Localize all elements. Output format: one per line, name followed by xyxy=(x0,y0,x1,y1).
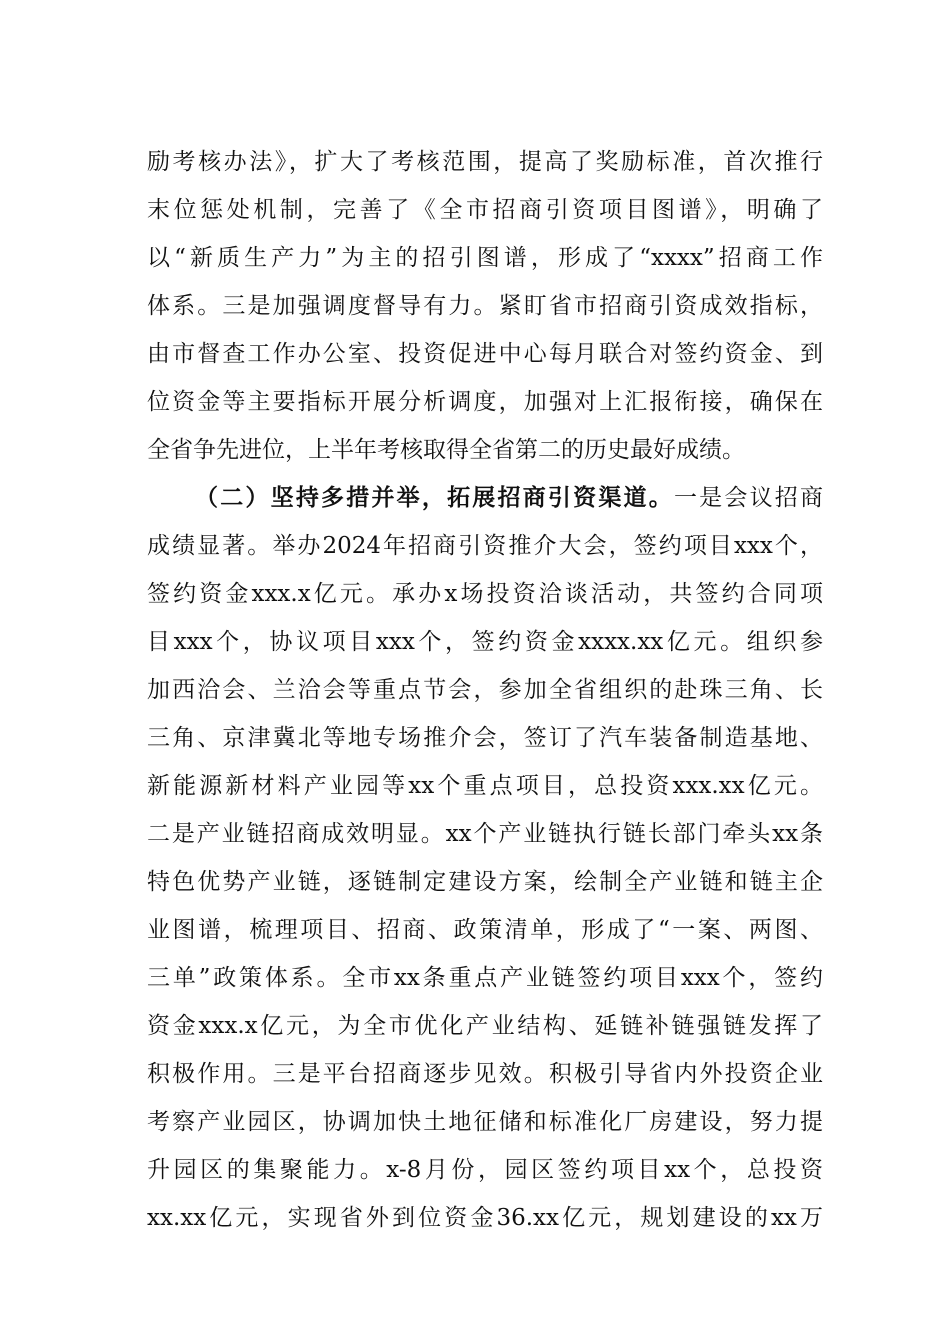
paragraph-line: xx.xx亿元，实现省外到位资金36.xx亿元，规划建设的xx万 xyxy=(147,1205,823,1231)
paragraph-line: 三角、京津冀北等地专场推介会，签订了汽车装备制造基地、 xyxy=(147,725,823,751)
paragraph-line: 全省争先进位，上半年考核取得全省第二的历史最好成绩。 xyxy=(147,437,745,463)
paragraph-line: 升园区的集聚能力。x-8月份，园区签约项目xx个，总投资 xyxy=(147,1157,823,1183)
paragraph-line: 特色优势产业链，逐链制定建设方案，绘制全产业链和链主企 xyxy=(147,869,823,895)
paragraph-line: 考察产业园区，协调加快土地征储和标准化厂房建设，努力提 xyxy=(147,1109,823,1135)
section-heading-rest: 一是会议招商 xyxy=(673,485,824,511)
paragraph-line: 资金xxx.x亿元，为全市优化产业结构、延链补链强链发挥了 xyxy=(147,1013,823,1039)
paragraph-line: 加西洽会、兰洽会等重点节会，参加全省组织的赴珠三角、长 xyxy=(147,677,823,703)
paragraph-line: 二是产业链招商成效明显。xx个产业链执行链长部门牵头xx条 xyxy=(147,821,823,847)
paragraph-line: 位资金等主要指标开展分析调度，加强对上汇报衔接，确保在 xyxy=(147,389,823,415)
section-heading: （二）坚持多措并举，拓展招商引资渠道。 xyxy=(195,484,674,511)
paragraph-line: 成绩显著。举办2024年招商引资推介大会，签约项目xxx个， xyxy=(147,533,823,559)
paragraph-line: 励考核办法》，扩大了考核范围，提高了奖励标准，首次推行 xyxy=(147,149,823,175)
paragraph-line: 目xxx个，协议项目xxx个，签约资金xxxx.xx亿元。组织参 xyxy=(147,629,823,655)
paragraph-line: 业图谱，梳理项目、招商、政策清单，形成了“一案、两图、 xyxy=(147,917,823,943)
paragraph-line: 末位惩处机制，完善了《全市招商引资项目图谱》，明确了 xyxy=(147,197,823,223)
paragraph-line: 签约资金xxx.x亿元。承办x场投资洽谈活动，共签约合同项 xyxy=(147,581,823,607)
paragraph-line: 体系。三是加强调度督导有力。紧盯省市招商引资成效指标， xyxy=(147,293,823,319)
paragraph-line: 由市督查工作办公室、投资促进中心每月联合对签约资金、到 xyxy=(147,341,823,367)
paragraph-line: 三单”政策体系。全市xx条重点产业链签约项目xxx个，签约 xyxy=(147,965,823,991)
paragraph-line: 以“新质生产力”为主的招引图谱，形成了“xxxx”招商工作 xyxy=(147,245,823,271)
section-heading-line xyxy=(195,476,823,520)
paragraph-line: 积极作用。三是平台招商逐步见效。积极引导省内外投资企业 xyxy=(147,1061,823,1087)
paragraph-line: 新能源新材料产业园等xx个重点项目，总投资xxx.xx亿元。 xyxy=(147,773,823,799)
